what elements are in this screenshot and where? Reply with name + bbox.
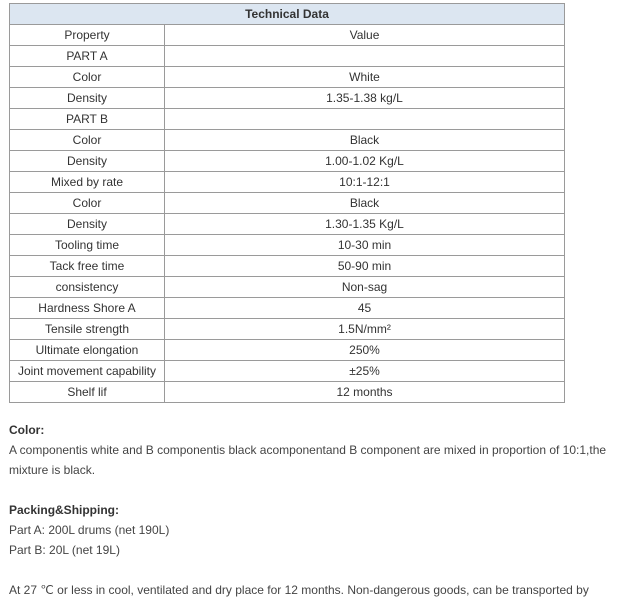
property-cell: Shelf lif [10,382,165,403]
value-cell: White [165,67,565,88]
property-cell: Mixed by rate [10,172,165,193]
table-row [10,382,565,403]
property-cell: Tack free time [10,256,165,277]
storage-description: At 27 ℃ or less in cool, ventilated and dry place for 12 months. Non-dangerous goods, can be transported by [9,583,589,597]
table-row [10,109,565,130]
property-cell: PART A [10,46,165,67]
table-row [10,340,565,361]
value-cell: Black [165,193,565,214]
value-cell: Black [165,130,565,151]
value-cell: 1.5N/mm² [165,319,565,340]
property-cell: Color [10,193,165,214]
table-row [10,298,565,319]
table-header-row [10,4,565,25]
table-row [10,214,565,235]
value-cell: 45 [165,298,565,319]
table-row [10,88,565,109]
table-row [10,25,565,46]
table-row [10,235,565,256]
value-cell: Value [165,25,565,46]
table-row [10,361,565,382]
color-description: A componentis white and B componentis black acomponentand B component are mixed in proportion of 10:1,the mixture is black. [9,443,607,477]
table-title: Technical Data [10,4,565,25]
value-cell: 10:1-12:1 [165,172,565,193]
table-row [10,130,565,151]
table-row [10,46,565,67]
property-cell: Ultimate elongation [10,340,165,361]
property-cell: Hardness Shore A [10,298,165,319]
property-cell: Tensile strength [10,319,165,340]
table-row [10,151,565,172]
table-row [10,172,565,193]
table-row [10,256,565,277]
property-cell: Density [10,214,165,235]
table-row [10,193,565,214]
value-cell: 10-30 min [165,235,565,256]
value-cell [165,46,565,67]
value-cell: Non-sag [165,277,565,298]
packing-line-part-a: Part A: 200L drums (net 190L) [9,523,170,537]
property-cell: Color [10,67,165,88]
value-cell: 250% [165,340,565,361]
property-cell: Tooling time [10,235,165,256]
property-cell: Color [10,130,165,151]
color-heading: Color: [9,423,45,437]
packing-line-part-b: Part B: 20L (net 19L) [9,543,120,557]
technical-data-table [9,3,565,403]
property-cell: Property [10,25,165,46]
value-cell: 12 months [165,382,565,403]
value-cell [165,109,565,130]
property-cell: Density [10,88,165,109]
value-cell: 1.30-1.35 Kg/L [165,214,565,235]
value-cell: 1.00-1.02 Kg/L [165,151,565,172]
value-cell: 1.35-1.38 kg/L [165,88,565,109]
value-cell: ±25% [165,361,565,382]
value-cell: 50-90 min [165,256,565,277]
table-row [10,319,565,340]
table-row [10,67,565,88]
packing-heading: Packing&Shipping: [9,503,120,517]
table-row [10,277,565,298]
description-sections [9,420,614,600]
property-cell: Density [10,151,165,172]
property-cell: PART B [10,109,165,130]
property-cell: consistency [10,277,165,298]
property-cell: Joint movement capability [10,361,165,382]
